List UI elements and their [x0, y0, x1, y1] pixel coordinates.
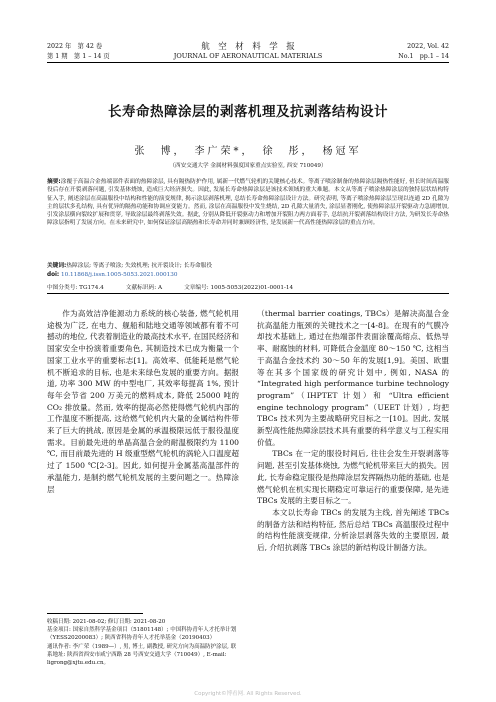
header-rule: [47, 62, 449, 63]
header-year-volume-cn: 2022 年 第 42 卷: [47, 43, 103, 50]
keywords: [47, 262, 449, 270]
left-column: [47, 308, 239, 495]
copyright-watermark: Copyright©博看网. All Rights Reserved.: [194, 691, 302, 697]
footnote-funding: 基金项目: 国家自然科学基金项目（51801148）; 中国科协青年人才托举计划（YESS20200083）; 陕西省科协青年人才托举基金（20190403）: [47, 627, 237, 642]
abstract-label: 摘要:: [47, 179, 61, 185]
abstract: [47, 178, 449, 228]
footnote-correspondence: 通讯作者: 李广荣（1989—）, 男, 博士, 副教授, 研究方向为高温防护涂层, 联系地址: 陕西省西安市咸宁西路 28 号西安交通大学（710049）, E-mail: ligrong@xjtu.edu.cn。: [47, 643, 237, 667]
article-title: 长寿命热障涂层的剥落机理及抗剥落结构设计: [108, 104, 388, 120]
doi-label: doi:: [47, 272, 60, 278]
footnote: [47, 618, 239, 667]
body-paragraph: （thermal barrier coatings, TBCs）是解决高温合金抗高温能力瓶颈的关键技术之一[4-8]。在现有的气膜冷却技术基础上, 通过在热端部件表面涂覆高熔点、低热导率、耐腐蚀的材料, 可降低合金温度 80～150 ℃, 这相当于高温合金技术约 30～50 年的发展[1,9]。美国、欧盟等在其多个国家级的研究计划中, 例如, NASA 的 “Integrated high performance turbine technology program”（IHPTET 计划）和 “Ultra efficient engine technology program”（UEET 计划）, 均把 TBCs 技术列为主要战略研究目标之一[10]。因此, 发展新型高性能热障涂层技术具有重要的科学意义与工程实用价值。: [257, 309, 449, 447]
footnote-received: 收稿日期: 2021-08-02; 修订日期: 2021-08-20: [47, 619, 166, 625]
journal-title-en: JOURNAL OF AERONAUTICAL MATERIALS: [173, 52, 323, 60]
body-paragraph: 作为高效洁净能源动力系统的核心装备, 燃气轮机用途极为广泛, 在电力、舰船和陆地交通等领域都有着不可撼动的地位, 代表着制造业的最高技术水平, 在国民经济和国家安全中扮演着重要角色, 其制造技术已成为衡量一个国家工业水平的重要标志[1]。高效率、低能耗是燃气轮机不断追求的目标, 也是未来绿色发展的重要方向。据报道, 功率 300 MW 的中型电厂, 其效率每提高 1%, 预计每年会节省 200 万美元的燃料成本, 降低 25000 吨的 CO₂ 排放量。然而, 效率的提高必然使得燃气轮机内部的工作温度不断提高, 这给燃气轮机内大量的金属结构件带来了巨大的挑战, 原因是金属的承温极限远低于服役温度需求。目前最先进的单晶高温合金的耐温极限约为 1100 ℃, 而目前最先进的 H 级重型燃气轮机的涡轮入口温度超过了 1500 ℃[2-3]。因此, 如何提升金属基高温部件的承温能力, 是制约燃气轮机发展的主要问题之一。热障涂层: [47, 309, 239, 494]
right-column: [257, 308, 449, 554]
abstract-text: 涂覆于高温合金热端部件表面的热障涂层, 具有隔热防护作用, 属新一代燃气轮机的关键核心技术。等离子喷涂制备的热障涂层隔热性能好, 但长时间高温服役后存在开裂剥落问题, 引发基体烧蚀, 造成巨大经济损失。因此, 发展长寿命热障涂层是该技术领域的重大难题。本文从等离子喷涂热障涂层的独特层状结构特征入手, 阐述涂层在高温服役中结构和性能的演变规律, 揭示涂层剥落机理, 总结长寿命热障涂层设计方法。研究表明, 等离子喷涂热障涂层呈现以连通 2D 孔隙为主的层状多孔结构, 具有优异的隔热功能和协调应变能力。然而, 涂层在高温服役中发生烧结, 2D 孔隙大量消失, 涂层显著刚化, 使热障涂层开裂驱动力急剧增加, 引发涂层横向裂纹扩展和贯穿, 导致涂层最终剥落失效。据此, 分别从降低开裂驱动力和增加开裂阻力两方面着手, 总结抗开裂剥落结构设计方法, 为研发长寿命热障涂层指明了发展方向。在未来研究中, 如何保证涂层高隔热和长寿命并同时兼顾经济性, 是发展新一代高性能热障涂层的重点方向。: [47, 179, 449, 227]
doi-line: [47, 272, 177, 278]
header-issue-pages-cn: 第 1 期 第 1 – 14 页: [47, 53, 110, 60]
article-number: 文章编号: 1005-5053(2022)01-0001-14: [184, 285, 294, 291]
body-paragraph: TBCs 在一定的服役时间后, 往往会发生开裂剥落等问题, 甚至引发基体烧蚀, 为燃气轮机带来巨大的损失。因此, 长寿命稳定服役是热障涂层发挥隔热功能的基础, 也是燃气轮机在机实现长期稳定可靠运行的重要保障, 是先进 TBCs 发展的主要目标之一。: [257, 449, 449, 506]
footnote-rule: [47, 613, 143, 614]
journal-title-cn: 航 空 材 料 学 报: [201, 42, 295, 52]
article-authors: 张 博， 李广荣*， 徐 彤， 杨冠军: [134, 146, 362, 157]
header-issue-pages-en: No.1 pp.1 – 14: [398, 53, 449, 60]
clc-number: 中图分类号: TG174.4: [47, 285, 104, 291]
article-affiliation: （西安交通大学 金属材料强度国家重点实验室, 西安 710049）: [169, 163, 327, 169]
document-code: 文献标识码: A: [125, 285, 163, 291]
header-year-volume-en: 2022, Vol. 42: [407, 43, 449, 50]
body-paragraph: 本文以长寿命 TBCs 的发展为主线, 首先阐述 TBCs 的制备方法和结构特征, 然后总结 TBCs 高温服役过程中的结构性能演变规律, 分析涂层剥落失效的主要原因, 最后, 介绍抗剥落 TBCs 涂层的新结构设计制备方法。: [257, 507, 449, 553]
classification-line: [47, 282, 315, 291]
doi-link[interactable]: 10.11868/j.issn.1005-5053.2021.000130: [61, 272, 178, 278]
keywords-label: 关键词:: [47, 263, 67, 269]
abstract-rule: [47, 293, 449, 294]
keywords-text: 热障涂层; 等离子喷涂; 失效机理; 抗开裂设计; 长寿命服役: [66, 263, 213, 269]
